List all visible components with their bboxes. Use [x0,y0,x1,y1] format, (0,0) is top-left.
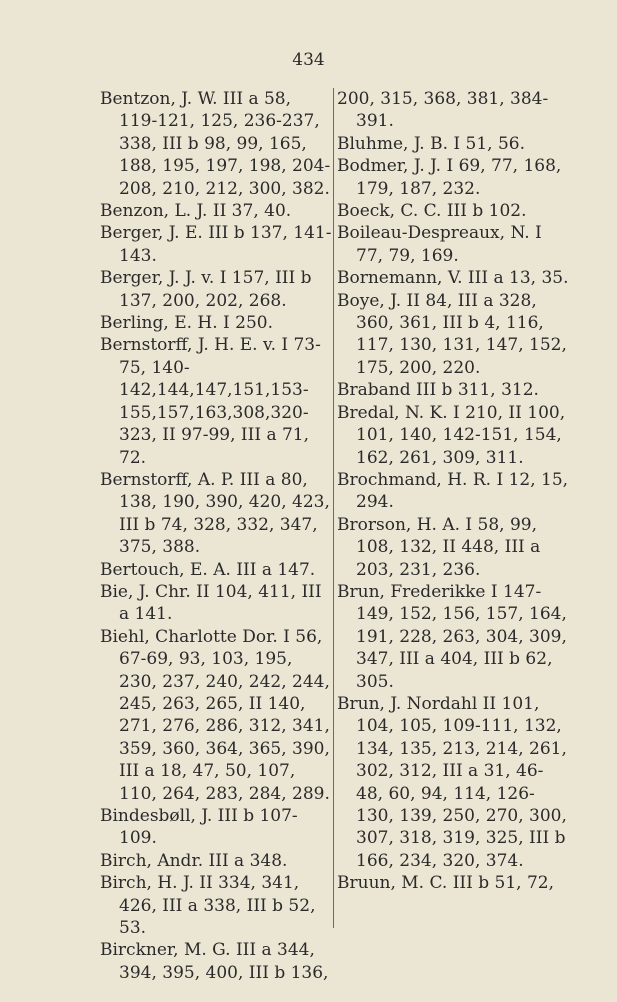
index-entry: Boeck, C. C. III b 102. [337,201,527,222]
index-entry: Berger, J. E. III b 137, 141-143. [100,223,332,266]
index-entry: Bie, J. Chr. II 104, 411, III a 141. [100,581,322,625]
index-entry: Berling, E. H. I 250. [100,313,274,334]
index-entry: Biehl, Charlotte Dor. I 56, 67-69, 93, 103, 195, 230, 237, 240, 242, 244, 245, 263, 265, II 140, 271, 276, 286, 312, 341, 359, 360, 364, 365, 390, III a 18, 47, 50, 107, 110, 264, 283, 284, 289. [100,626,330,804]
index-entry: Bindesbøll, J. III b 107-109. [100,806,298,849]
index-entry: Birch, Andr. III a 348. [100,850,288,871]
index-entry: Brochmand, H. R. I 12, 15, 294. [337,469,569,513]
index-entry: Birckner, M. G. III a 344, 394, 395, 400, III b 136, [100,940,329,983]
column-divider [333,88,334,928]
page-number: 434 [292,50,325,70]
index-entry: Brun, J. Nordahl II 101, 104, 105, 109-111, 132, 134, 135, 213, 214, 261, 302, 312, III a 31, 46-48, 60, 94, 114, 126-130, 139, 250, 270, 300, 307, 318, 319, 325, III b 166, 234, 320, 374. [337,693,567,871]
index-column-left [100,88,332,984]
index-entry: Birch, H. J. II 334, 341, 426, III a 338, III b 52, 53. [100,873,316,939]
index-entry: 200, 315, 368, 381, 384-391. [337,89,549,132]
index-entry: Boileau-Despreaux, N. I 77, 79, 169. [337,223,542,266]
index-entry: Braband III b 311, 312. [337,380,539,401]
index-entry: Bernstorff, A. P. III a 80, 138, 190, 390, 420, 423, III b 74, 328, 332, 347, 375, 388. [100,469,330,558]
index-entry: Bodmer, J. J. I 69, 77, 168, 179, 187, 232. [337,156,562,199]
index-entry: Boye, J. II 84, III a 328, 360, 361, III b 4, 116, 117, 130, 131, 147, 152, 175, 200, 220. [337,290,567,378]
index-entry: Bernstorff, J. H. E. v. I 73-75, 140-142,144,147,151,153-155,157,163,308,320-323, II 97-99, III a 71, 72. [100,335,321,468]
index-entry: Bornemann, V. III a 13, 35. [337,268,569,289]
index-entry: Brun, Frederikke I 147-149, 152, 156, 157, 164, 191, 228, 263, 304, 309, 347, III a 404, III b 62, 305. [337,581,567,692]
index-entry: Bruun, M. C. III b 51, 72, [337,873,555,894]
index-entry: Bredal, N. K. I 210, II 100, 101, 140, 142-151, 154, 162, 261, 309, 311. [337,402,566,468]
index-entry: Bentzon, J. W. III a 58, 119-121, 125, 236-237, 338, III b 98, 99, 165, 188, 195, 197, 198, 204-208, 210, 212, 300, 382. [100,89,331,199]
index-entry: Benzon, L. J. II 37, 40. [100,201,292,222]
index-entry: Bluhme, J. B. I 51, 56. [337,133,526,154]
index-column-right [337,88,569,895]
index-entry: Brorson, H. A. I 58, 99, 108, 132, II 448, III a 203, 231, 236. [337,514,541,580]
index-entry: Berger, J. J. v. I 157, III b 137, 200, 202, 268. [100,268,312,311]
index-entry: Bertouch, E. A. III a 147. [100,559,316,580]
